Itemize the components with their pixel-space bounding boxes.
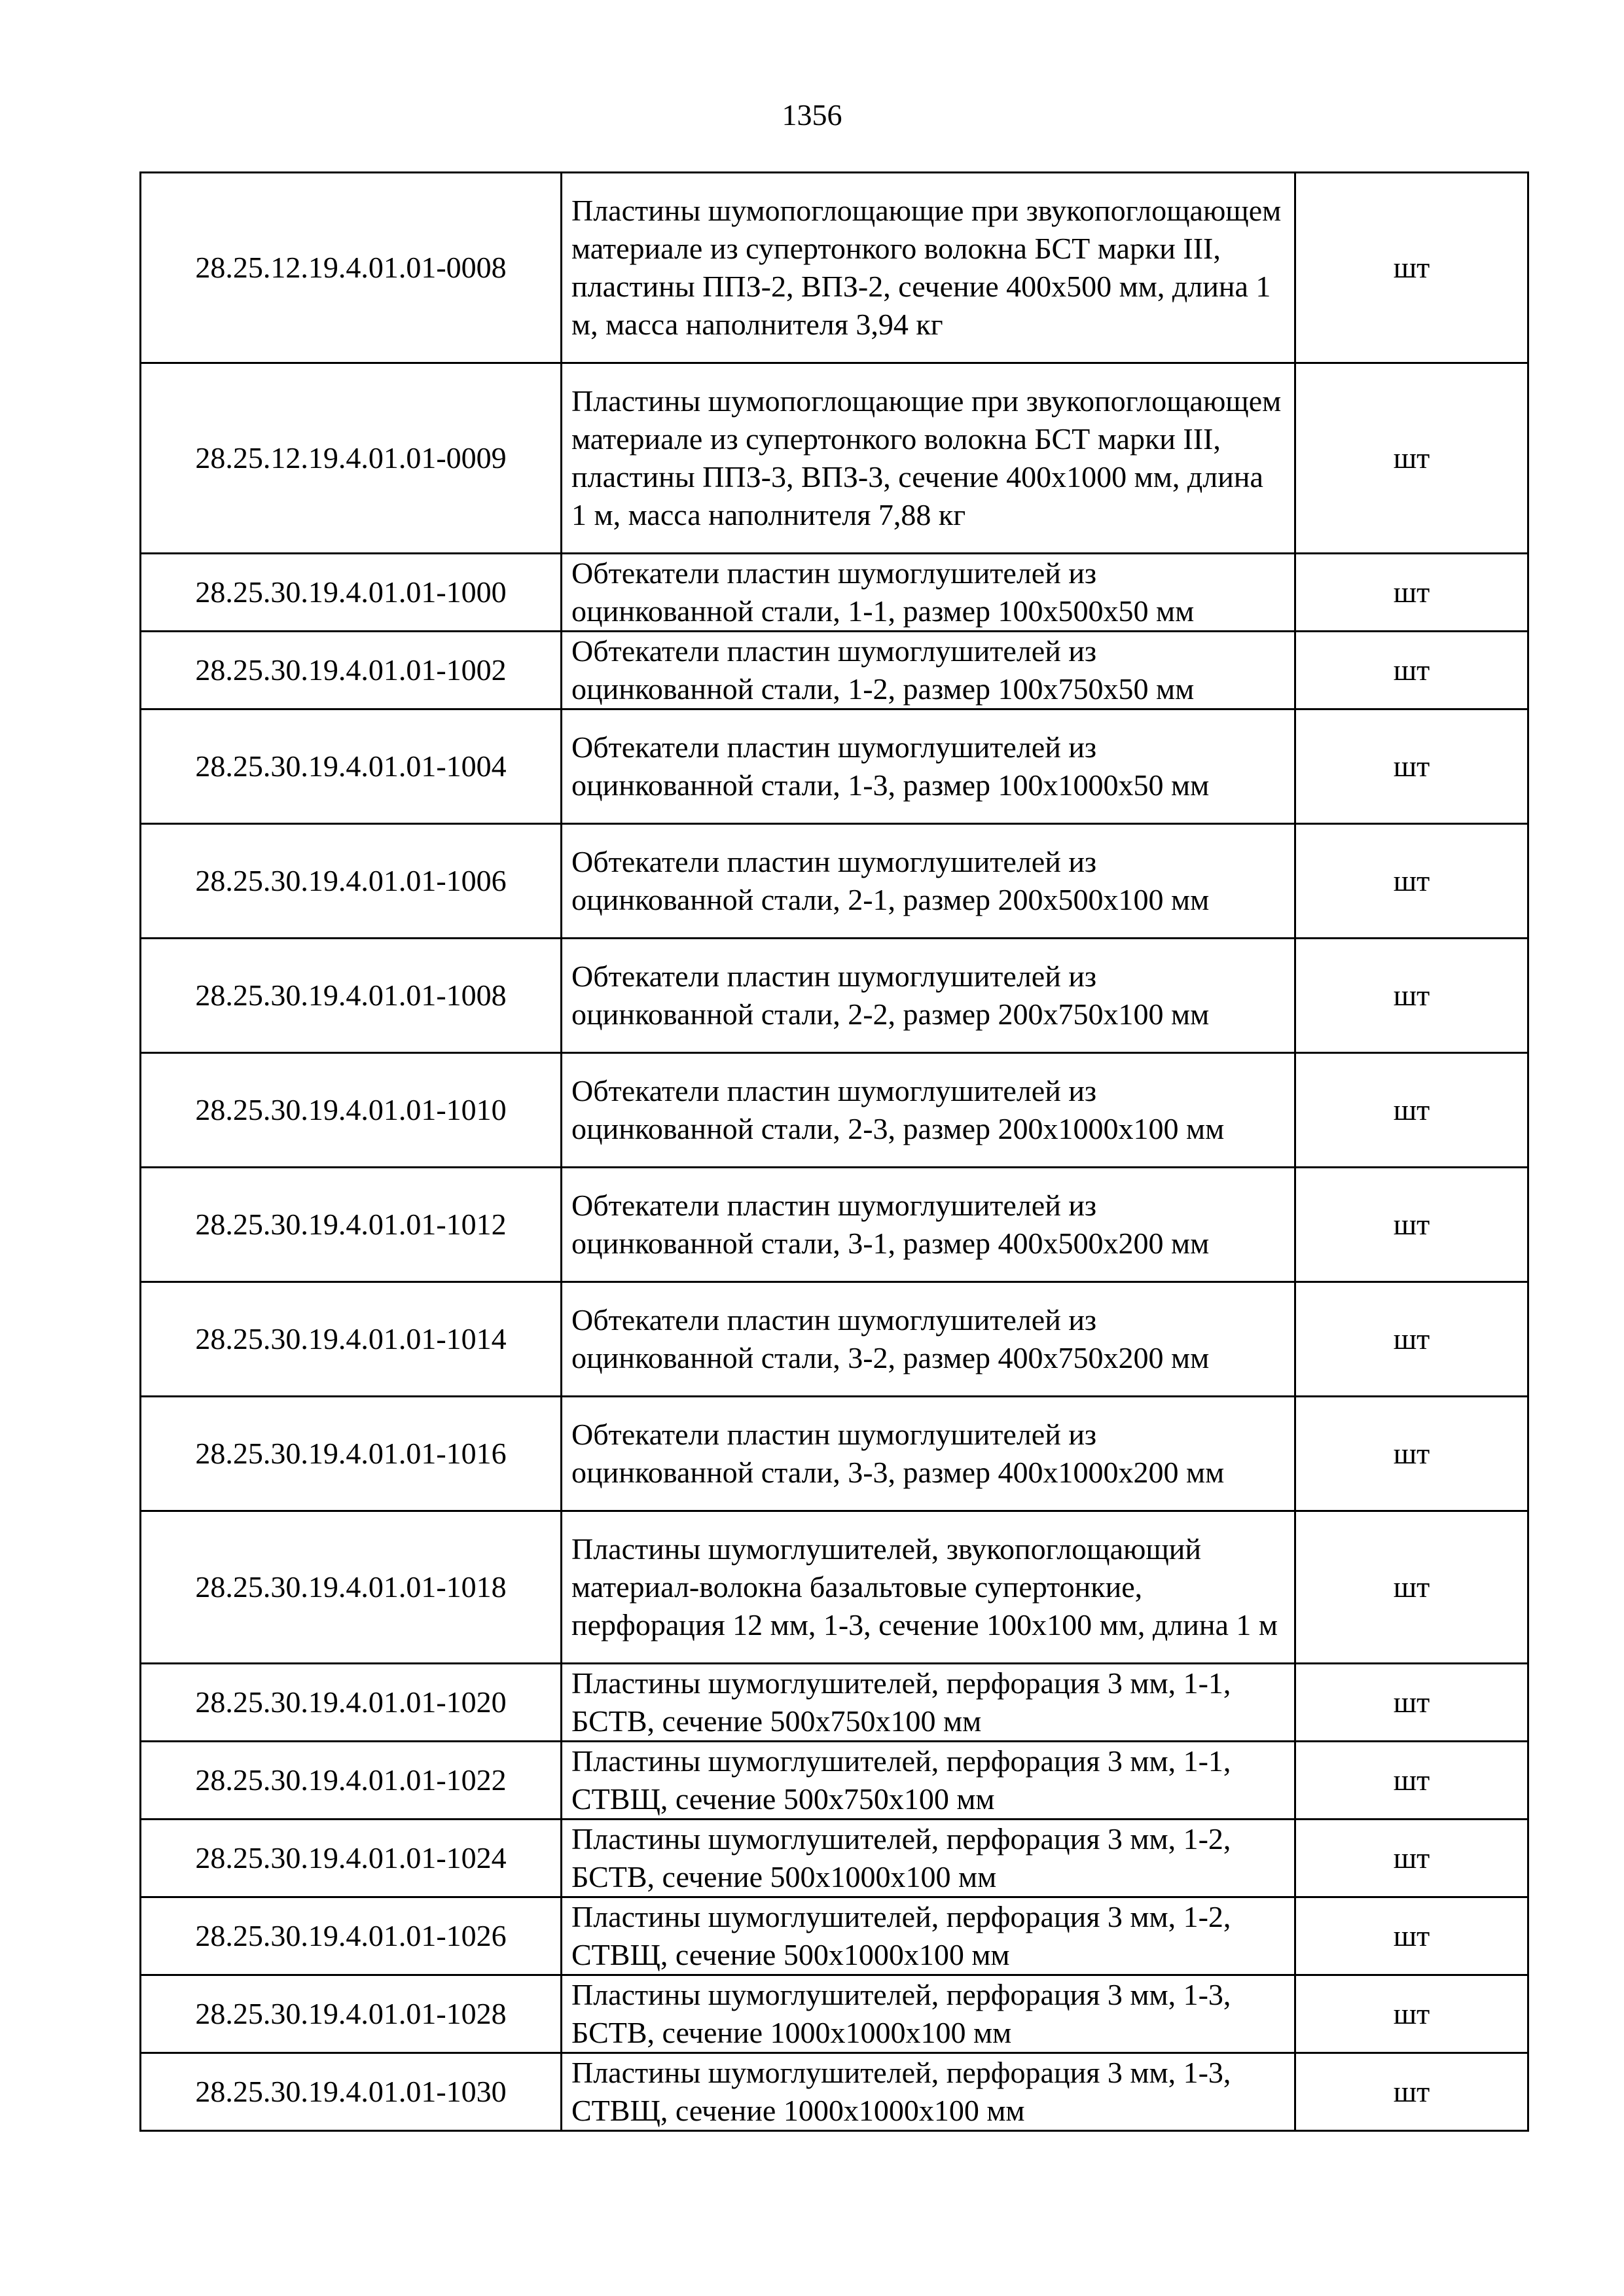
row-description: Обтекатели пластин шумоглушителей из оцинкованной стали, 3-3, размер 400х1000х200 мм	[562, 1397, 1295, 1511]
row-code: 28.25.30.19.4.01.01-1028	[141, 1975, 562, 2053]
row-unit: шт	[1295, 173, 1528, 363]
row-code: 28.25.30.19.4.01.01-1020	[141, 1664, 562, 1742]
row-code: 28.25.30.19.4.01.01-1006	[141, 824, 562, 939]
table-row	[141, 1742, 1528, 1820]
table-row	[141, 1897, 1528, 1975]
row-code: 28.25.30.19.4.01.01-1022	[141, 1742, 562, 1820]
row-unit: шт	[1295, 1975, 1528, 2053]
row-description: Обтекатели пластин шумоглушителей из оцинкованной стали, 1-2, размер 100х750х50 мм	[562, 632, 1295, 709]
row-unit: шт	[1295, 1397, 1528, 1511]
row-unit: шт	[1295, 1053, 1528, 1168]
table-row	[141, 1664, 1528, 1742]
table-row	[141, 632, 1528, 709]
row-unit: шт	[1295, 824, 1528, 939]
table-row	[141, 1282, 1528, 1397]
row-code: 28.25.12.19.4.01.01-0009	[141, 363, 562, 554]
row-code: 28.25.30.19.4.01.01-1008	[141, 939, 562, 1053]
row-description: Пластины шумоглушителей, перфорация 3 мм, 1-1, СТВЩ, сечение 500х750х100 мм	[562, 1742, 1295, 1820]
table-row	[141, 1975, 1528, 2053]
row-code: 28.25.12.19.4.01.01-0008	[141, 173, 562, 363]
row-unit: шт	[1295, 1664, 1528, 1742]
row-description: Обтекатели пластин шумоглушителей из оцинкованной стали, 3-1, размер 400х500х200 мм	[562, 1168, 1295, 1282]
row-unit: шт	[1295, 2053, 1528, 2131]
row-description: Обтекатели пластин шумоглушителей из оцинкованной стали, 3-2, размер 400х750х200 мм	[562, 1282, 1295, 1397]
row-code: 28.25.30.19.4.01.01-1000	[141, 554, 562, 632]
row-unit: шт	[1295, 632, 1528, 709]
row-unit: шт	[1295, 1511, 1528, 1664]
row-code: 28.25.30.19.4.01.01-1004	[141, 709, 562, 824]
table-row	[141, 1511, 1528, 1664]
row-unit: шт	[1295, 1820, 1528, 1897]
row-description: Обтекатели пластин шумоглушителей из оцинкованной стали, 2-1, размер 200х500х100 мм	[562, 824, 1295, 939]
row-description: Обтекатели пластин шумоглушителей из оцинкованной стали, 1-3, размер 100х1000х50 мм	[562, 709, 1295, 824]
row-code: 28.25.30.19.4.01.01-1014	[141, 1282, 562, 1397]
row-description: Обтекатели пластин шумоглушителей из оцинкованной стали, 2-2, размер 200х750х100 мм	[562, 939, 1295, 1053]
row-description: Пластины шумоглушителей, перфорация 3 мм, 1-3, БСТВ, сечение 1000х1000х100 мм	[562, 1975, 1295, 2053]
table-row	[141, 709, 1528, 824]
row-description: Пластины шумоглушителей, перфорация 3 мм, 1-3, СТВЩ, сечение 1000х1000х100 мм	[562, 2053, 1295, 2131]
row-code: 28.25.30.19.4.01.01-1026	[141, 1897, 562, 1975]
table-row	[141, 1397, 1528, 1511]
table-row	[141, 173, 1528, 363]
row-unit: шт	[1295, 1742, 1528, 1820]
row-description: Обтекатели пластин шумоглушителей из оцинкованной стали, 2-3, размер 200х1000х100 мм	[562, 1053, 1295, 1168]
row-description: Пластины шумоглушителей, звукопоглощающий материал-волокна базальтовые супертонкие, перфорация 12 мм, 1-3, сечение 100х100 мм, длина 1 м	[562, 1511, 1295, 1664]
row-code: 28.25.30.19.4.01.01-1016	[141, 1397, 562, 1511]
page-number: 1356	[782, 98, 842, 132]
row-code: 28.25.30.19.4.01.01-1010	[141, 1053, 562, 1168]
row-description: Пластины шумоглушителей, перфорация 3 мм, 1-2, БСТВ, сечение 500х1000х100 мм	[562, 1820, 1295, 1897]
row-unit: шт	[1295, 1168, 1528, 1282]
table-body	[141, 173, 1528, 2131]
row-unit: шт	[1295, 1282, 1528, 1397]
row-description: Пластины шумоглушителей, перфорация 3 мм, 1-2, СТВЩ, сечение 500х1000х100 мм	[562, 1897, 1295, 1975]
row-description: Пластины шумопоглощающие при звукопоглощающем материале из супертонкого волокна БСТ марки III, пластины ППЗ-3, ВПЗ-3, сечение 400х1000 мм, длина 1 м, масса наполнителя 7,88 кг	[562, 363, 1295, 554]
row-code: 28.25.30.19.4.01.01-1002	[141, 632, 562, 709]
row-description: Пластины шумоглушителей, перфорация 3 мм, 1-1, БСТВ, сечение 500х750х100 мм	[562, 1664, 1295, 1742]
table-row	[141, 824, 1528, 939]
table-row	[141, 2053, 1528, 2131]
row-code: 28.25.30.19.4.01.01-1018	[141, 1511, 562, 1664]
row-unit: шт	[1295, 363, 1528, 554]
row-description: Пластины шумопоглощающие при звукопоглощающем материале из супертонкого волокна БСТ марки III, пластины ППЗ-2, ВПЗ-2, сечение 400х500 мм, длина 1 м, масса наполнителя 3,94 кг	[562, 173, 1295, 363]
row-unit: шт	[1295, 554, 1528, 632]
row-unit: шт	[1295, 939, 1528, 1053]
table-row	[141, 1053, 1528, 1168]
row-description: Обтекатели пластин шумоглушителей из оцинкованной стали, 1-1, размер 100х500х50 мм	[562, 554, 1295, 632]
row-code: 28.25.30.19.4.01.01-1024	[141, 1820, 562, 1897]
table-row	[141, 1168, 1528, 1282]
row-unit: шт	[1295, 1897, 1528, 1975]
resource-table	[139, 171, 1529, 2132]
row-code: 28.25.30.19.4.01.01-1030	[141, 2053, 562, 2131]
table-row	[141, 939, 1528, 1053]
table-row	[141, 554, 1528, 632]
row-unit: шт	[1295, 709, 1528, 824]
table-row	[141, 1820, 1528, 1897]
row-code: 28.25.30.19.4.01.01-1012	[141, 1168, 562, 1282]
table-row	[141, 363, 1528, 554]
